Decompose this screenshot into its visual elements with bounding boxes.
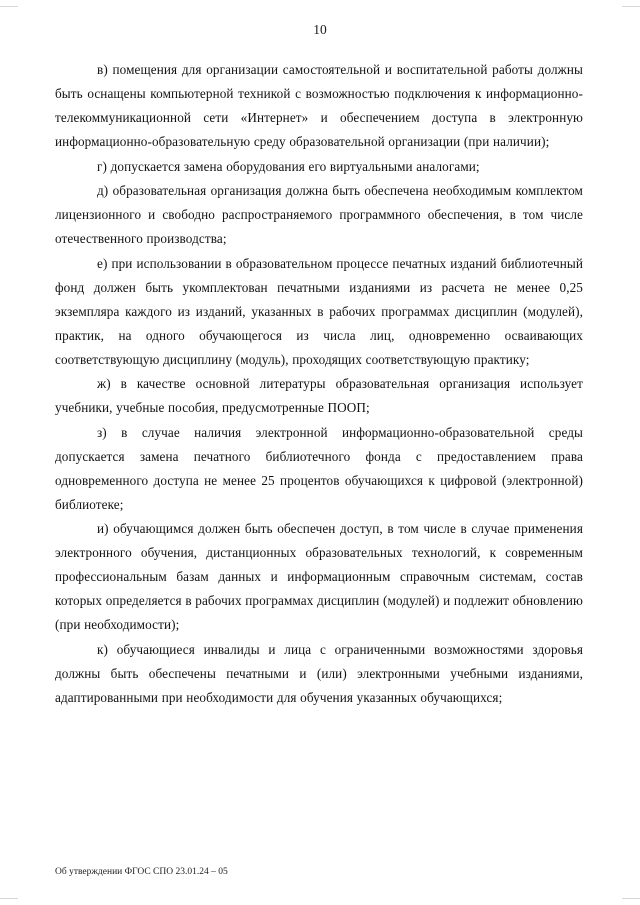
footer-note: Об утверждении ФГОС СПО 23.01.24 – 05 xyxy=(55,867,228,877)
paragraph-d: д) образовательная организация должна быть обеспечена необходимым комплектом лицензионного и свободно распространяемого программного обеспечения, в том числе отечественного производства; xyxy=(55,183,583,247)
paragraph-i: и) обучающимся должен быть обеспечен доступ, в том числе в случае применения электронного обучения, дистанционных образовательных технологий, к современным профессиональным базам данных и информационным справочным системам, состав которых определяется в рабочих программах дисциплин (модулей) и подлежит обновлению (при необходимости); xyxy=(55,521,583,633)
paragraph-e: е) при использовании в образовательном процессе печатных изданий библиотечный фонд должен быть укомплектован печатными изданиями из расчета не менее 0,25 экземпляра каждого из изданий, указанных в рабочих программах дисциплин (модулей), практик, на одного обучающегося из числа лиц, одновременно осваивающих соответствующую дисциплину (модуль), проходящих соответствующую практику; xyxy=(55,255,583,367)
paragraph-z: з) в случае наличия электронной информационно-образовательной среды допускается замена печатного библиотечного фонда с предоставлением права одновременного доступа не менее 25 процентов обучающихся к цифровой (электронной) библиотеке; xyxy=(55,424,583,512)
paragraph-k: к) обучающиеся инвалиды и лица с ограниченными возможностями здоровья должны быть обеспечены печатными и (или) электронными учебными изданиями, адаптированными при необходимости для обучения указанных обучающихся; xyxy=(55,641,583,705)
document-body xyxy=(55,58,583,710)
paragraph-g: г) допускается замена оборудования его виртуальными аналогами; xyxy=(97,158,480,174)
page-number: 10 xyxy=(313,22,327,37)
paragraph-zh: ж) в качестве основной литературы образовательная организация использует учебники, учебные пособия, предусмотренные ПООП; xyxy=(55,376,583,416)
paragraph-v: в) помещения для организации самостоятельной и воспитательной работы должны быть оснащены компьютерной техникой с возможностью подключения к информационно-телекоммуникационной сети «Интернет» и обеспечением доступа в электронную информационно-образовательную среду образовательной организации (при наличии); xyxy=(55,62,583,150)
